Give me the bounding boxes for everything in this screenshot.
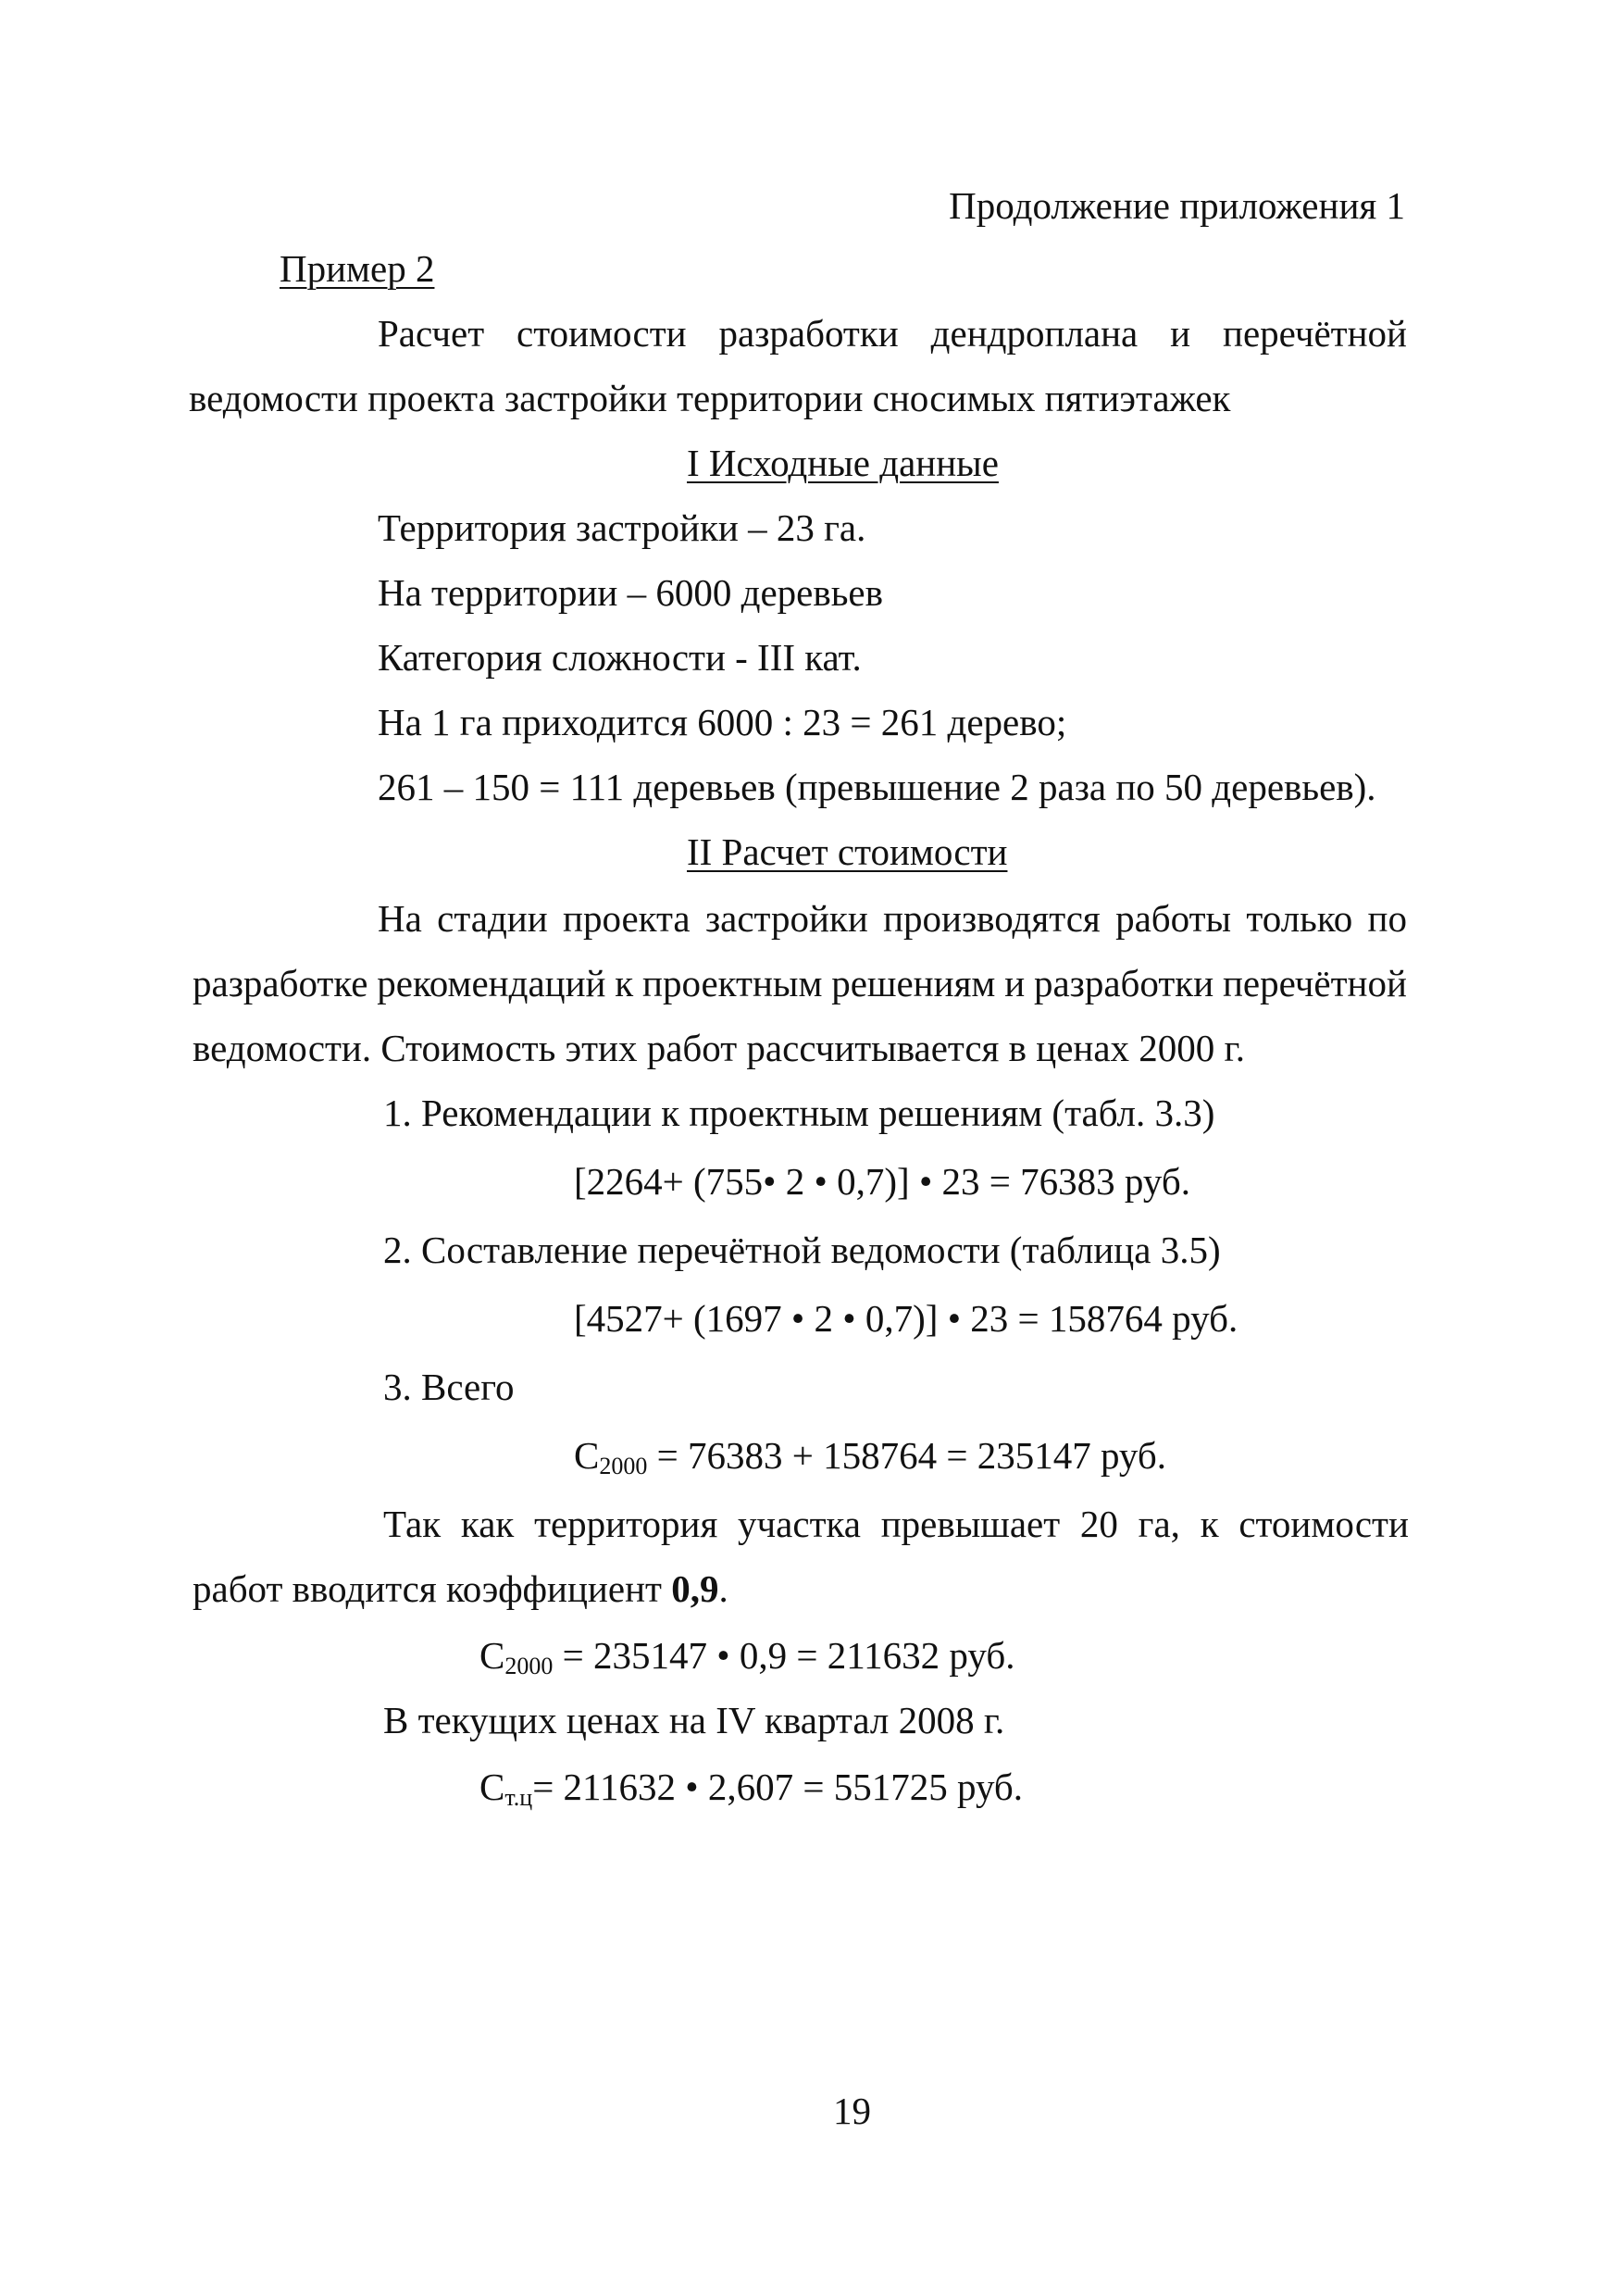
current-prices-label: В текущих ценах на IV квартал 2008 г. [383, 1699, 1005, 1741]
paragraph-line-1 [378, 897, 1407, 940]
paragraph-word: только [1246, 897, 1353, 940]
coefficient-word: территория [534, 1503, 718, 1545]
adjusted-subscript: 2000 [504, 1653, 554, 1679]
adjusted-formula [479, 1634, 1015, 1679]
source-data-item: Категория сложности - III кат. [378, 636, 862, 679]
coefficient-line-1 [383, 1505, 1409, 1543]
paragraph-word: проектным [642, 962, 823, 1004]
section-2-heading: II Расчет стоимости [687, 830, 1008, 873]
intro-line-2: ведомости проекта застройки территории сносимых пятиэтажек [189, 377, 1231, 419]
step-2-label: 2. Составление перечётной ведомости (таблица 3.5) [383, 1229, 1221, 1271]
appendix-continuation: Продолжение приложения 1 [949, 184, 1405, 227]
coefficient-word: Так [383, 1503, 442, 1545]
paragraph-word: работы [1115, 897, 1232, 940]
example-title: Пример 2 [280, 247, 435, 290]
paragraph-word: перечётной [1222, 962, 1407, 1004]
paragraph-word: На [378, 897, 422, 940]
intro-word: и [1170, 312, 1191, 355]
paragraph-word: застройки [704, 897, 868, 940]
adjusted-formula-rest: = 235147 • 0,9 = 211632 руб. [553, 1634, 1015, 1677]
coefficient-word: 20 [1079, 1503, 1118, 1545]
current-subscript: т.ц [504, 1784, 533, 1811]
intro-word: перечётной [1223, 312, 1407, 355]
paragraph-line-3: ведомости. Стоимость этих работ рассчитывается в ценах 2000 г. [193, 1027, 1245, 1069]
step-1-label: 1. Рекомендации к проектным решениям (табл. 3.3) [383, 1092, 1215, 1134]
page-number: 19 [833, 2090, 871, 2132]
step-2-formula: [4527+ (1697 • 2 • 0,7)] • 23 = 158764 руб. [574, 1297, 1238, 1340]
coefficient-value: 0,9 [671, 1567, 719, 1610]
total-formula [574, 1434, 1167, 1479]
step-3-label: 3. Всего [383, 1366, 515, 1408]
intro-word: разработки [718, 312, 899, 355]
paragraph-word: к [615, 962, 634, 1004]
paragraph-word: и [1004, 962, 1026, 1004]
current-symbol: C [479, 1766, 505, 1808]
coefficient-word: превышает [880, 1503, 1061, 1545]
paragraph-word: разработки [1033, 962, 1214, 1004]
paragraph-word: стадии [437, 897, 548, 940]
paragraph-word: разработке [193, 962, 368, 1004]
source-data-item: На 1 га приходится 6000 : 23 = 261 дерево; [378, 701, 1067, 743]
source-data-item: 261 – 150 = 111 деревьев (превышение 2 раза по 50 деревьев). [378, 766, 1376, 808]
total-symbol: C [574, 1434, 600, 1477]
section-1-heading: I Исходные данные [687, 442, 999, 484]
coefficient-word: участка [738, 1503, 861, 1545]
paragraph-word: проекта [563, 897, 691, 940]
paragraph-line-2 [193, 962, 1407, 1004]
coefficient-word: га, [1138, 1503, 1180, 1545]
source-data-item: На территории – 6000 деревьев [378, 571, 883, 614]
intro-word: стоимости [517, 312, 687, 355]
adjusted-symbol: C [479, 1634, 505, 1677]
intro-word: дендроплана [930, 312, 1139, 355]
coefficient-word: как [460, 1503, 515, 1545]
step-1-formula: [2264+ (755• 2 • 0,7)] • 23 = 76383 руб. [574, 1160, 1190, 1203]
coefficient-word: стоимости [1238, 1503, 1409, 1545]
intro-line-1 [378, 312, 1407, 355]
paragraph-word: производятся [883, 897, 1101, 940]
total-subscript: 2000 [599, 1453, 648, 1479]
current-formula-rest: = 211632 • 2,607 = 551725 руб. [532, 1766, 1024, 1808]
coefficient-text: работ вводится коэффициент [193, 1567, 672, 1610]
current-price-formula [479, 1766, 1024, 1811]
coefficient-line-2 [193, 1567, 728, 1610]
paragraph-word: решениям [831, 962, 996, 1004]
paragraph-word: рекомендаций [377, 962, 606, 1004]
paragraph-word: по [1367, 897, 1407, 940]
intro-word: Расчет [378, 312, 485, 355]
source-data-item: Территория застройки – 23 га. [378, 506, 866, 549]
coefficient-end: . [718, 1567, 728, 1610]
total-formula-rest: = 76383 + 158764 = 235147 руб. [647, 1434, 1167, 1477]
coefficient-word: к [1200, 1503, 1219, 1545]
